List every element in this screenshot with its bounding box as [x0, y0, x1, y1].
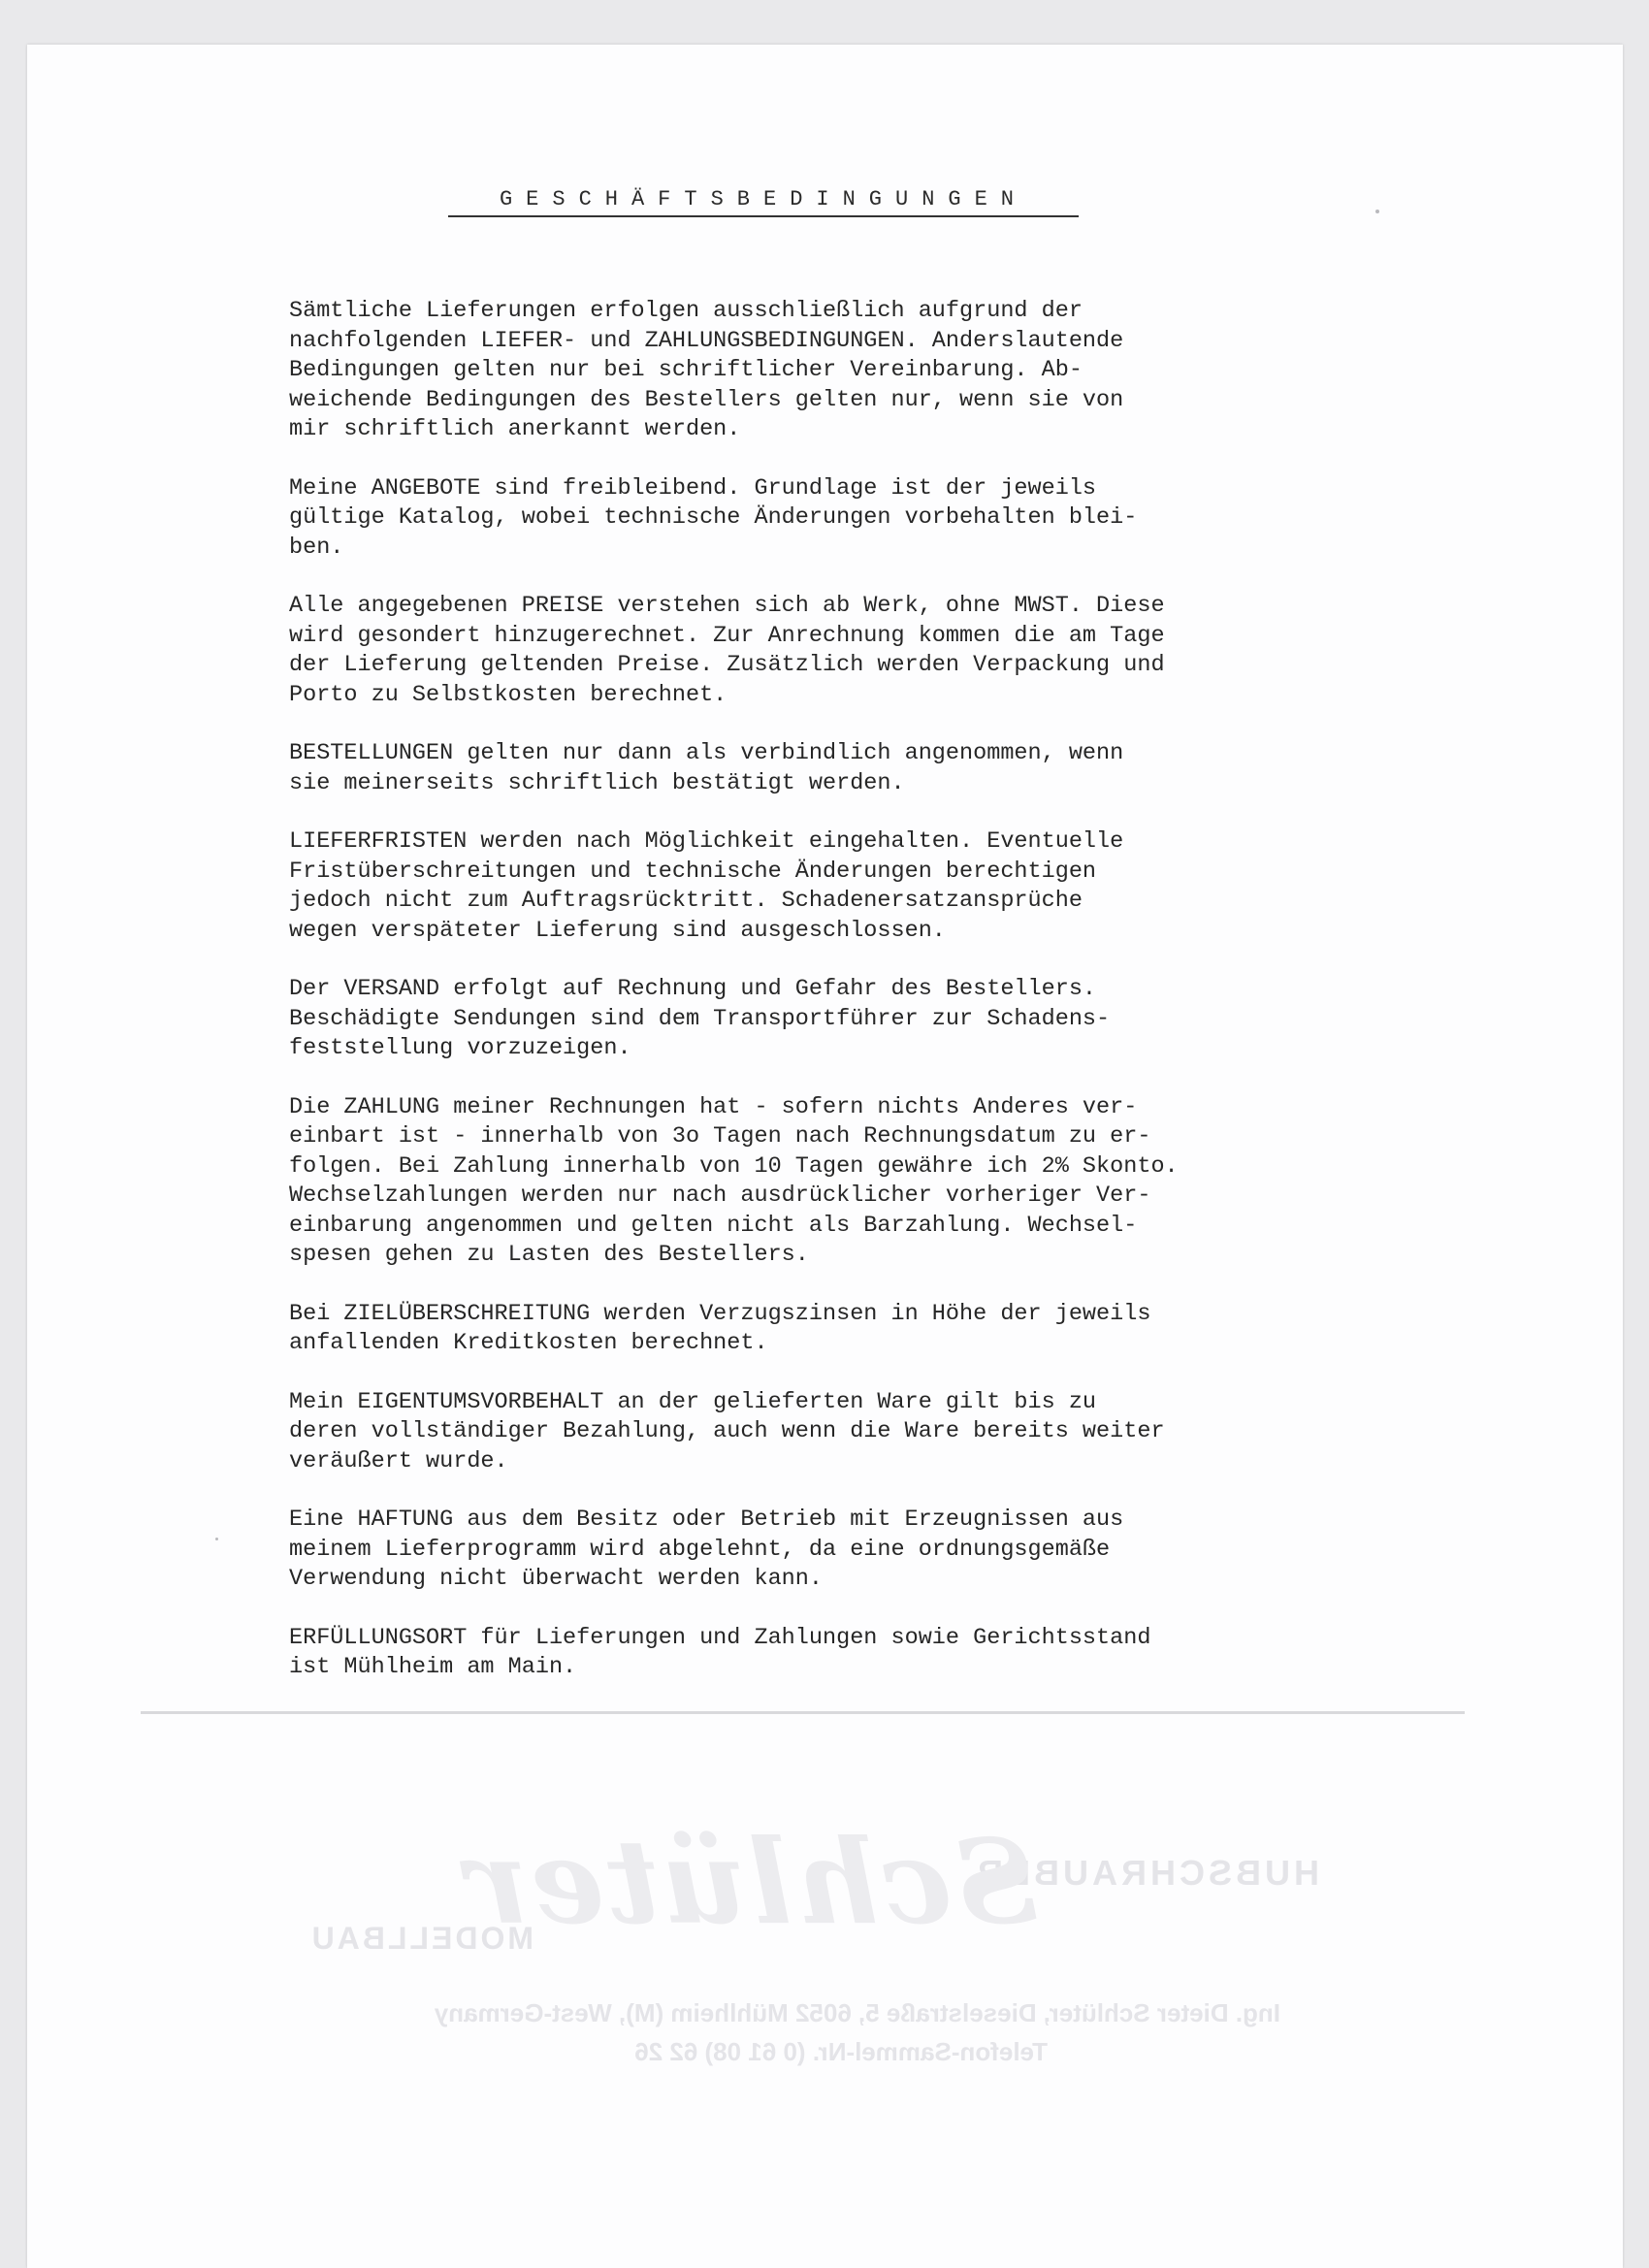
text-line: Verwendung nicht überwacht werden kann. [289, 1566, 823, 1592]
paper-speck [215, 1538, 218, 1540]
terms-paragraph [289, 297, 1366, 445]
terms-paragraph [289, 1093, 1366, 1271]
document-title: GESCHÄFTSBEDINGUNGEN [448, 187, 1079, 217]
text-line: mir schriftlich anerkannt werden. [289, 416, 741, 442]
text-line: Sämtliche Lieferungen erfolgen ausschließlich aufgrund der [289, 298, 1083, 324]
terms-paragraph [289, 1506, 1366, 1595]
text-line: Der VERSAND erfolgt auf Rechnung und Gefahr des Bestellers. [289, 976, 1097, 1002]
text-line: Die ZAHLUNG meiner Rechnungen hat - sofern nichts Anderes ver- [289, 1093, 1138, 1120]
text-line: einbarung angenommen und gelten nicht als Barzahlung. Wechsel- [289, 1212, 1138, 1239]
terms-paragraph [289, 975, 1366, 1064]
text-line: Bei ZIELÜBERSCHREITUNG werden Verzugszinsen in Höhe der jeweils [289, 1300, 1151, 1327]
terms-paragraph [289, 1388, 1366, 1477]
terms-paragraph [289, 1624, 1366, 1683]
terms-body [289, 297, 1366, 1712]
text-line: LIEFERFRISTEN werden nach Möglichkeit eingehalten. Eventuelle [289, 828, 1124, 855]
text-line: deren vollständiger Bezahlung, auch wenn die Ware bereits weiter [289, 1418, 1165, 1444]
text-line: Eine HAFTUNG aus dem Besitz oder Betrieb mit Erzeugnissen aus [289, 1507, 1124, 1533]
text-line: nachfolgenden LIEFER- und ZAHLUNGSBEDINGUNGEN. Anderslautende [289, 327, 1124, 354]
text-line: veräußert wurde. [289, 1447, 508, 1474]
text-line: Mein EIGENTUMSVORBEHALT an der gelieferten Ware gilt bis zu [289, 1388, 1097, 1415]
text-line: weichende Bedingungen des Bestellers gelten nur, wenn sie von [289, 386, 1124, 413]
terms-paragraph [289, 592, 1366, 710]
letterhead-word-modellbau: MODELLBAU [308, 1921, 534, 1956]
letterhead-word-hubschrauber: HUBSCHRAUBER [973, 1853, 1319, 1893]
terms-paragraph [289, 827, 1366, 946]
letterhead-logo: Schlüter [465, 1814, 1038, 1951]
text-line: Wechselzahlungen werden nur nach ausdrücklicher vorheriger Ver- [289, 1183, 1151, 1209]
text-line: spesen gehen zu Lasten des Bestellers. [289, 1242, 809, 1268]
text-line: ben. [289, 534, 344, 561]
text-line: gültige Katalog, wobei technische Änderungen vorbehalten blei- [289, 504, 1138, 531]
text-line: feststellung vorzuzeigen. [289, 1035, 631, 1061]
letterhead-address: Ing. Dieter Schlüter, Dieselstraße 5, 6052 Mühlheim (M), West-Germany [434, 1998, 1280, 2027]
text-line: anfallenden Kreditkosten berechnet. [289, 1330, 768, 1356]
terms-paragraph [289, 739, 1366, 798]
text-line: Alle angegebenen PREISE verstehen sich ab Werk, ohne MWST. Diese [289, 593, 1165, 619]
terms-paragraph [289, 474, 1366, 564]
text-line: sie meinerseits schriftlich bestätigt werden. [289, 769, 905, 796]
text-line: meinem Lieferprogramm wird abgelehnt, da eine ordnungsgemäße [289, 1536, 1111, 1563]
text-line: Meine ANGEBOTE sind freibleibend. Grundlage ist der jeweils [289, 474, 1097, 502]
text-line: BESTELLUNGEN gelten nur dann als verbindlich angenommen, wenn [289, 740, 1124, 766]
show-through-letterhead [0, 1814, 1649, 2115]
text-line: wegen verspäteter Lieferung sind ausgeschlossen. [289, 917, 946, 944]
text-line: Porto zu Selbstkosten berechnet. [289, 681, 728, 708]
text-line: wird gesondert hinzugerechnet. Zur Anrechnung kommen die am Tage [289, 622, 1165, 649]
text-line: einbart ist - innerhalb von 3o Tagen nach Rechnungsdatum zu er- [289, 1123, 1151, 1150]
text-line: jedoch nicht zum Auftragsrücktritt. Schadenersatzansprüche [289, 888, 1083, 914]
text-line: folgen. Bei Zahlung innerhalb von 10 Tagen gewähre ich 2% Skonto. [289, 1152, 1179, 1180]
terms-paragraph [289, 1300, 1366, 1359]
text-line: der Lieferung geltenden Preise. Zusätzlich werden Verpackung und [289, 652, 1165, 678]
text-line: ERFÜLLUNGSORT für Lieferungen und Zahlungen sowie Gerichtsstand [289, 1624, 1151, 1651]
text-line: Fristüberschreitungen und technische Änderungen berechtigen [289, 858, 1097, 885]
text-line: Beschädigte Sendungen sind dem Transportführer zur Schadens- [289, 1005, 1111, 1032]
text-line: ist Mühlheim am Main. [289, 1654, 577, 1680]
paper-speck [1375, 210, 1379, 213]
divider-line [141, 1711, 1465, 1714]
letterhead-phone: Telefon-Sammel-Nr. (0 61 08) 62 26 [634, 2037, 1048, 2066]
text-line: Bedingungen gelten nur bei schriftlicher Vereinbarung. Ab- [289, 357, 1083, 383]
